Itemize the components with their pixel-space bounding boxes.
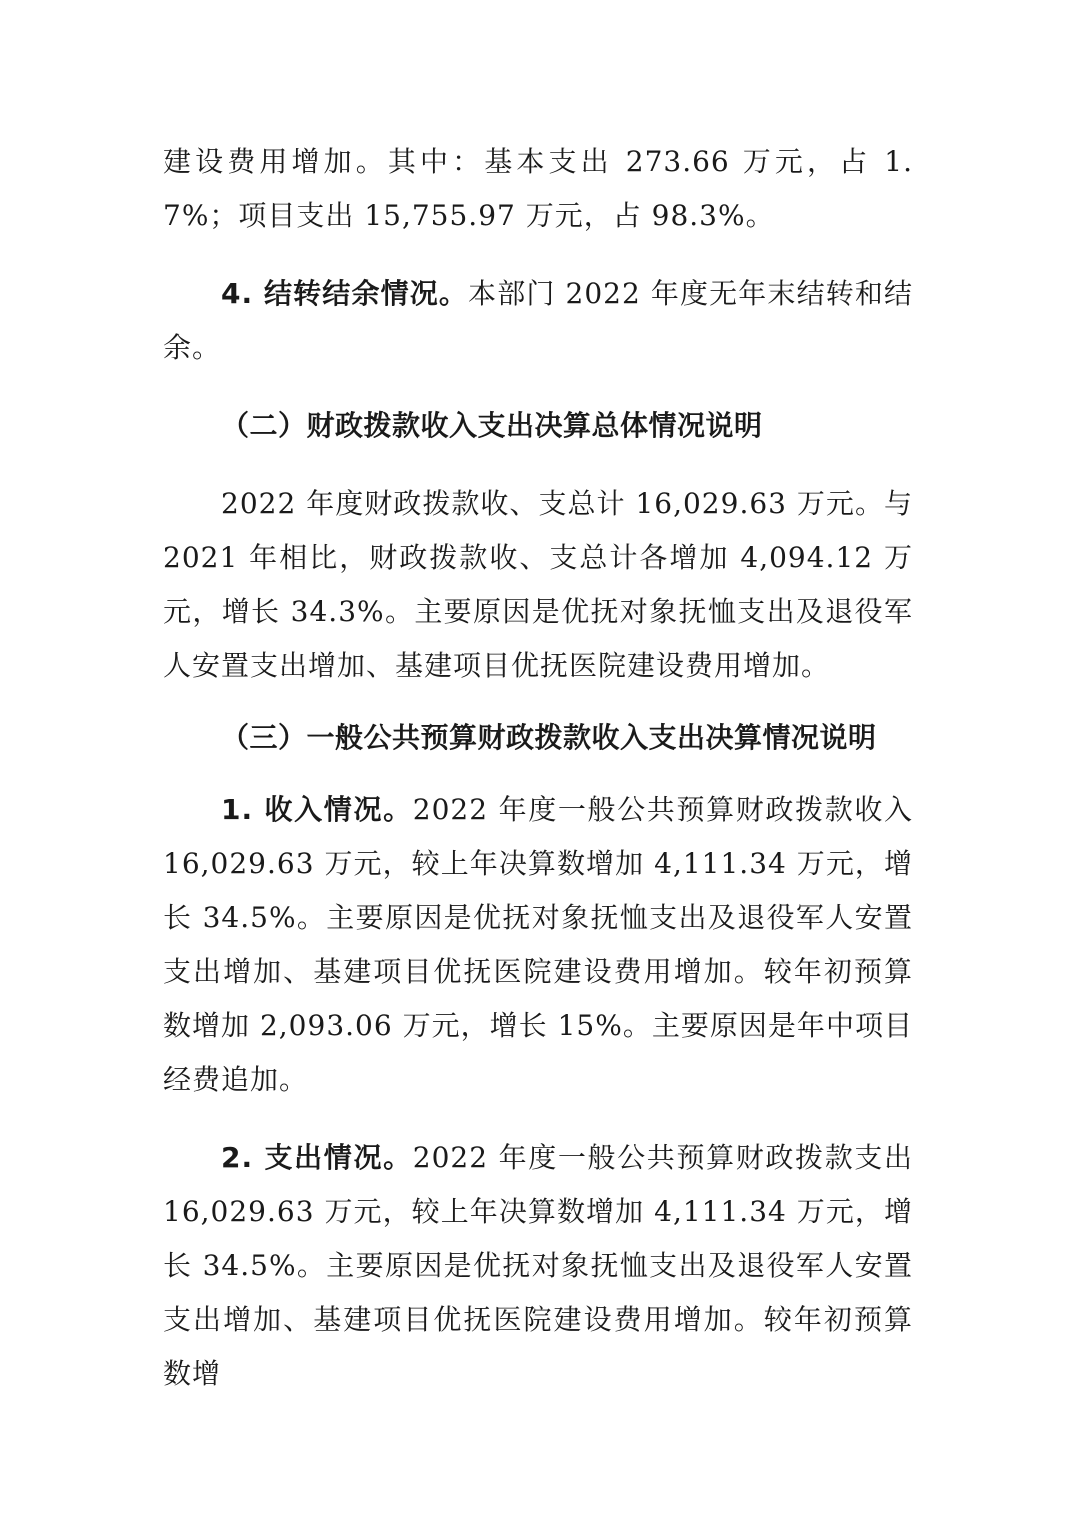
paragraph-income <box>163 783 913 1107</box>
paragraph-expenditure <box>163 1131 913 1401</box>
paragraph-text-carryover: 本部门 2022 年度无年末结转和结余。 <box>163 277 914 364</box>
paragraph-expenditure-structure: 建设费用增加。其中：基本支出 273.66 万元，占 1.7%；项目支出 15,755.97 万元，占 98.3%。 <box>163 145 913 232</box>
document-body <box>163 135 913 1401</box>
paragraph-lead-expenditure: 2. 支出情况。 <box>221 1141 413 1174</box>
paragraph-lead-carryover: 4. 结转结余情况。 <box>221 277 469 310</box>
paragraph-text-expenditure: 2022 年度一般公共预算财政拨款支出 16,029.63 万元，较上年决算数增加 4,111.34 万元，增长 34.5%。主要原因是优抚对象抚恤支出及退役军人安置支出增加、基建项目优抚医院建设费用增加。较年初预算数增 <box>163 1141 913 1390</box>
paragraph-lead-income: 1. 收入情况。 <box>221 793 413 826</box>
section-heading-2: （二）财政拨款收入支出决算总体情况说明 <box>221 409 763 442</box>
paragraph-carryover <box>163 267 913 375</box>
paragraph-fiscal-total: 2022 年度财政拨款收、支总计 16,029.63 万元。与 2021 年相比，财政拨款收、支总计各增加 4,094.12 万元，增长 34.3%。主要原因是优抚对象抚恤支出及退役军人安置支出增加、基建项目优抚医院建设费用增加。 <box>163 487 913 682</box>
section-heading-3: （三）一般公共预算财政拨款收入支出决算情况说明 <box>221 721 877 754</box>
paragraph-text-income: 2022 年度一般公共预算财政拨款收入 16,029.63 万元，较上年决算数增加 4,111.34 万元，增长 34.5%。主要原因是优抚对象抚恤支出及退役军人安置支出增加、基建项目优抚医院建设费用增加。较年初预算数增加 2,093.06 万元，增长 15%。主要原因是年中项目经费追加。 <box>163 793 913 1096</box>
